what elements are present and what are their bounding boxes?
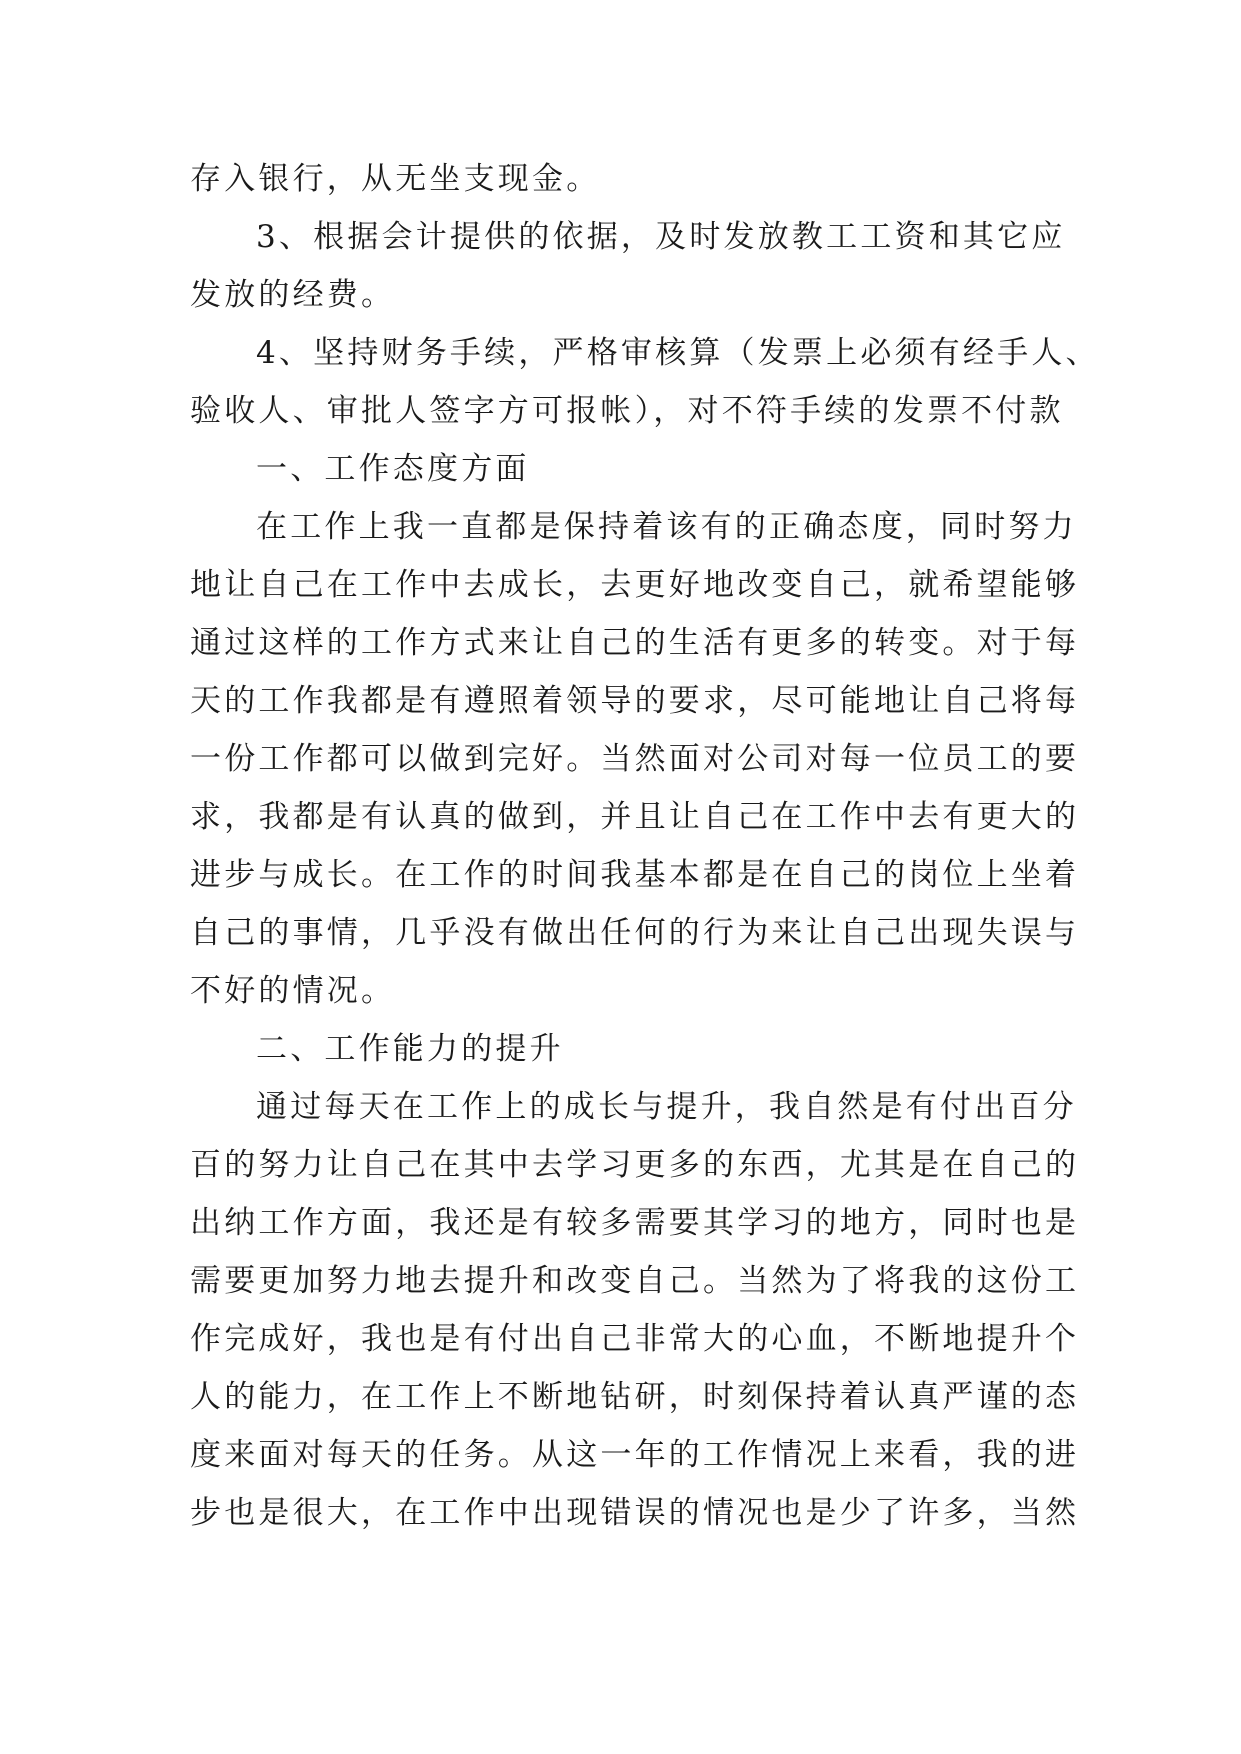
text-line: 度来面对每天的任务。从这一年的工作情况上来看，我的进 xyxy=(190,1437,1080,1473)
text-line: 出纳工作方面，我还是有较多需要其学习的地方，同时也是 xyxy=(190,1205,1080,1241)
text-line: 通过每天在工作上的成长与提升，我自然是有付出百分 xyxy=(256,1089,1077,1125)
text-line: 步也是很大，在工作中出现错误的情况也是少了许多，当然 xyxy=(190,1495,1080,1531)
text-line: 人的能力，在工作上不断地钻研，时刻保持着认真严谨的态 xyxy=(190,1379,1080,1415)
text-line: 在工作上我一直都是保持着该有的正确态度，同时努力 xyxy=(256,509,1077,545)
section-heading: 二、工作能力的提升 xyxy=(256,1031,564,1067)
text-line: 发放的经费。 xyxy=(190,277,396,313)
text-line: 进步与成长。在工作的时间我基本都是在自己的岗位上坐着 xyxy=(190,857,1080,893)
text-line: 百的努力让自己在其中去学习更多的东西，尤其是在自己的 xyxy=(190,1147,1080,1183)
text-line: 地让自己在工作中去成长，去更好地改变自己，就希望能够 xyxy=(190,567,1080,603)
text-line: 通过这样的工作方式来让自己的生活有更多的转变。对于每 xyxy=(190,625,1080,661)
text-line: 作完成好，我也是有付出自己非常大的心血，不断地提升个 xyxy=(190,1321,1080,1357)
text-line: 验收人、审批人签字方可报帐），对不符手续的发票不付款 xyxy=(190,393,1064,429)
document-page xyxy=(190,150,1100,1542)
text-line: 3、根据会计提供的依据，及时发放教工工资和其它应 xyxy=(256,219,1066,255)
section-heading: 一、工作态度方面 xyxy=(256,451,530,487)
text-line: 一份工作都可以做到完好。当然面对公司对每一位员工的要 xyxy=(190,741,1080,777)
text-line: 4、坚持财务手续，严格审核算（发票上必须有经手人、 xyxy=(256,335,1100,371)
text-line: 自己的事情，几乎没有做出任何的行为来让自己出现失误与 xyxy=(190,915,1080,951)
text-line: 存入银行，从无坐支现金。 xyxy=(190,161,601,197)
text-line: 天的工作我都是有遵照着领导的要求，尽可能地让自己将每 xyxy=(190,683,1080,719)
text-line: 需要更加努力地去提升和改变自己。当然为了将我的这份工 xyxy=(190,1263,1080,1299)
text-line: 求，我都是有认真的做到，并且让自己在工作中去有更大的 xyxy=(190,799,1080,835)
text-line: 不好的情况。 xyxy=(190,973,396,1009)
